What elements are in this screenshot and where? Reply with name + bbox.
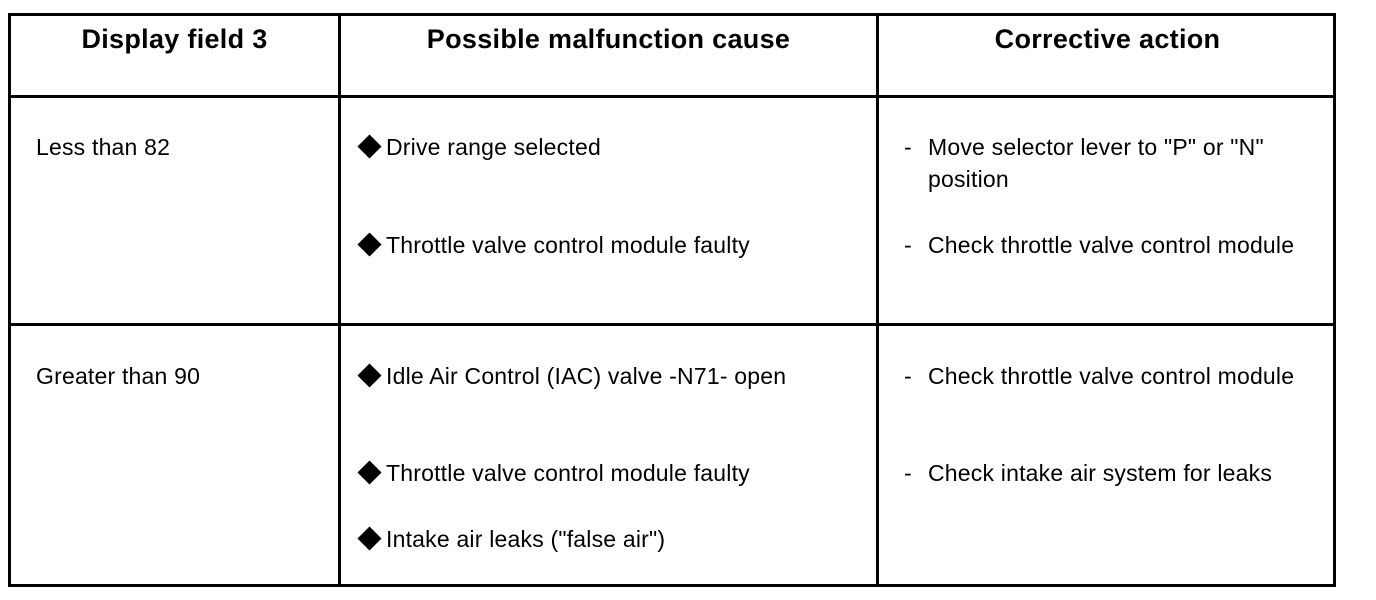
diamond-bullet-icon	[357, 134, 381, 158]
column-divider	[876, 16, 879, 584]
cause-text: Drive range selected	[386, 134, 601, 160]
action-marker: -	[904, 460, 912, 486]
row-1-action-2	[904, 229, 1313, 261]
cause-text: Throttle valve control module faulty	[386, 232, 750, 258]
row-2-cause-2	[358, 457, 750, 489]
row-2-action-2	[904, 457, 1313, 489]
diagnostic-table	[8, 13, 1336, 587]
row-2-display-value: Greater than 90	[36, 363, 201, 389]
cause-text: Throttle valve control module faulty	[386, 460, 750, 486]
header-corrective-action: Corrective action	[994, 24, 1221, 54]
action-marker: -	[904, 232, 912, 258]
cause-text: Idle Air Control (IAC) valve -N71- open	[386, 363, 787, 389]
row-2-cause-3	[358, 523, 665, 555]
action-text: Check throttle valve control module	[928, 232, 1295, 258]
row-1-cause-1	[358, 131, 601, 163]
row-2-action-1	[904, 360, 1313, 392]
action-marker: -	[904, 134, 912, 160]
column-divider	[338, 16, 341, 584]
action-text: Check throttle valve control module	[928, 363, 1295, 389]
diamond-bullet-icon	[357, 526, 381, 550]
cause-text: Intake air leaks ("false air")	[386, 526, 666, 552]
diamond-bullet-icon	[357, 363, 381, 387]
row-2-cause-1	[358, 360, 786, 392]
row-divider	[11, 95, 1333, 98]
action-text: Move selector lever to "P" or "N" position	[928, 134, 1264, 192]
row-1-cause-2	[358, 229, 750, 261]
header-malfunction-cause: Possible malfunction cause	[426, 24, 791, 54]
diamond-bullet-icon	[357, 232, 381, 256]
row-divider	[11, 323, 1333, 326]
row-1-action-1	[904, 131, 1313, 195]
diamond-bullet-icon	[357, 460, 381, 484]
action-text: Check intake air system for leaks	[928, 460, 1273, 486]
row-1-display-value: Less than 82	[36, 134, 171, 160]
header-display-field: Display field 3	[81, 24, 268, 54]
action-marker: -	[904, 363, 912, 389]
